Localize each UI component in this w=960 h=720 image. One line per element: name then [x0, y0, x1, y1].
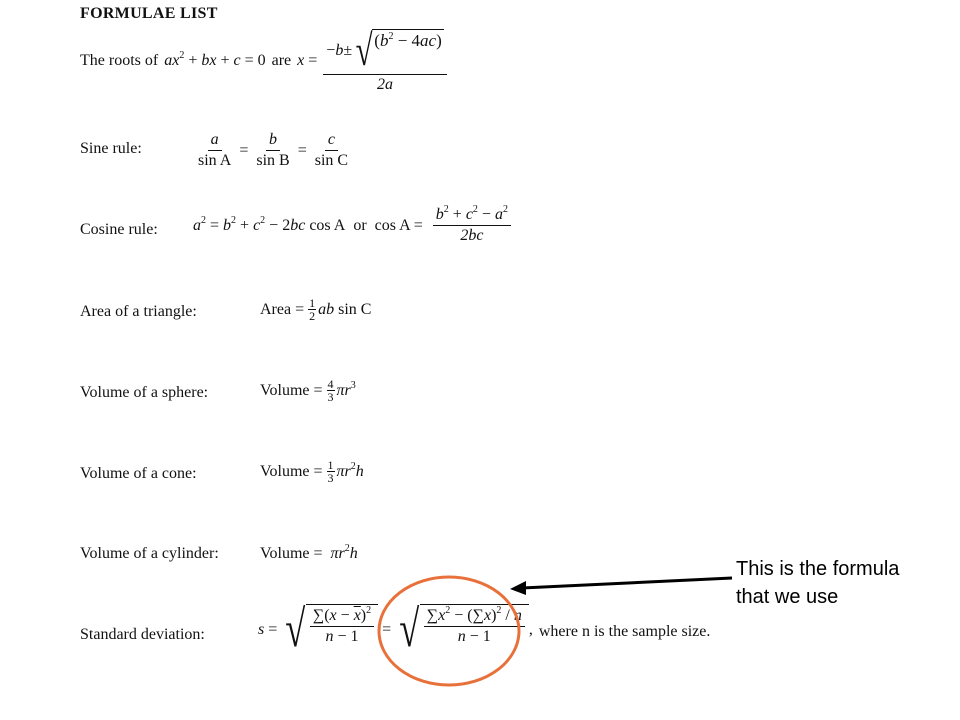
volume-sphere-label: Volume of a sphere: [80, 384, 209, 401]
sine-rule-formula: $\frac{a}{\text{sin A}}$ = $\frac{b}{\text{sin B}}$ = $\frac{c}{\text{sin C}}$ [198, 131, 349, 169]
area-triangle-label: Area of a triangle: [80, 303, 197, 320]
sqrt-symbol-1: √ $\frac{\sum(x - \overline{x})^2}{n - 1}$ [281, 604, 378, 656]
volume-sphere-formula: Volume = $\frac{4}{3}$ $\pi r^3$ [260, 377, 356, 404]
cosine-rule-formula: $a^2 = b^2 + c^2 - 2bc$ cos A or cos A = $\frac{b^2 + c^2 - a^2}{2bc}$ [193, 206, 513, 245]
highlight-circle [379, 577, 519, 685]
std-dev-label: Standard deviation: [80, 626, 205, 643]
quadratic-intro: The roots of [80, 52, 159, 69]
quadratic-are: are [271, 52, 292, 69]
quadratic-fraction: − b ± √ $(b^2 - 4ac)$ 2a [323, 29, 446, 94]
cylinder-lhs: Volume = [260, 545, 323, 562]
sqrt-symbol: √ $(b^2 - 4ac)$ [355, 25, 442, 75]
cosine-rule-or: or [353, 216, 367, 234]
area-triangle-formula: Area = $\frac{1}{2}$ ab sin C [260, 296, 372, 323]
sphere-lhs: Volume = [260, 381, 323, 399]
quadratic-denominator: 2a [377, 75, 394, 93]
volume-cone-formula: Volume = $\frac{1}{3}$ $\pi r^2h$ [260, 458, 364, 485]
area-lhs: Area = [260, 300, 305, 318]
sine-rule-label: Sine rule: [80, 140, 142, 157]
page-title: FORMULAE LIST [80, 5, 218, 22]
annotation-text [736, 555, 956, 611]
annotation-line-1: This is the formula [736, 558, 900, 580]
volume-cone-label: Volume of a cone: [80, 465, 197, 482]
std-dev-formula: s = √ $\frac{\sum(x - \overline{x})^2}{n - 1}$ = √ $\frac{\sum x^2 - (\sum x)^2 / n}{n - 1}$ , where n is the sample size. [258, 601, 711, 658]
volume-cylinder-formula: Volume = $\pi r^2h$ [260, 543, 358, 562]
annotation-line-2: that we use [736, 586, 839, 608]
cosine-rule-label: Cosine rule: [80, 221, 158, 238]
annotation-arrow-line [522, 578, 732, 588]
quadratic-lhs: x = [297, 52, 318, 69]
sqrt-symbol-2: √ $\frac{\sum x^2 - (\sum x)^2 / n}{n - 1}$ [395, 604, 529, 656]
cosine-rule-denominator: 2bc [460, 227, 484, 244]
annotation-arrow-head [510, 581, 526, 595]
volume-cylinder-label: Volume of a cylinder: [80, 545, 219, 562]
std-dev-suffix: where n is the sample size. [538, 623, 711, 640]
cone-lhs: Volume = [260, 462, 323, 480]
quadratic-equation: $ax^2$ + bx + c = 0 [164, 50, 266, 69]
